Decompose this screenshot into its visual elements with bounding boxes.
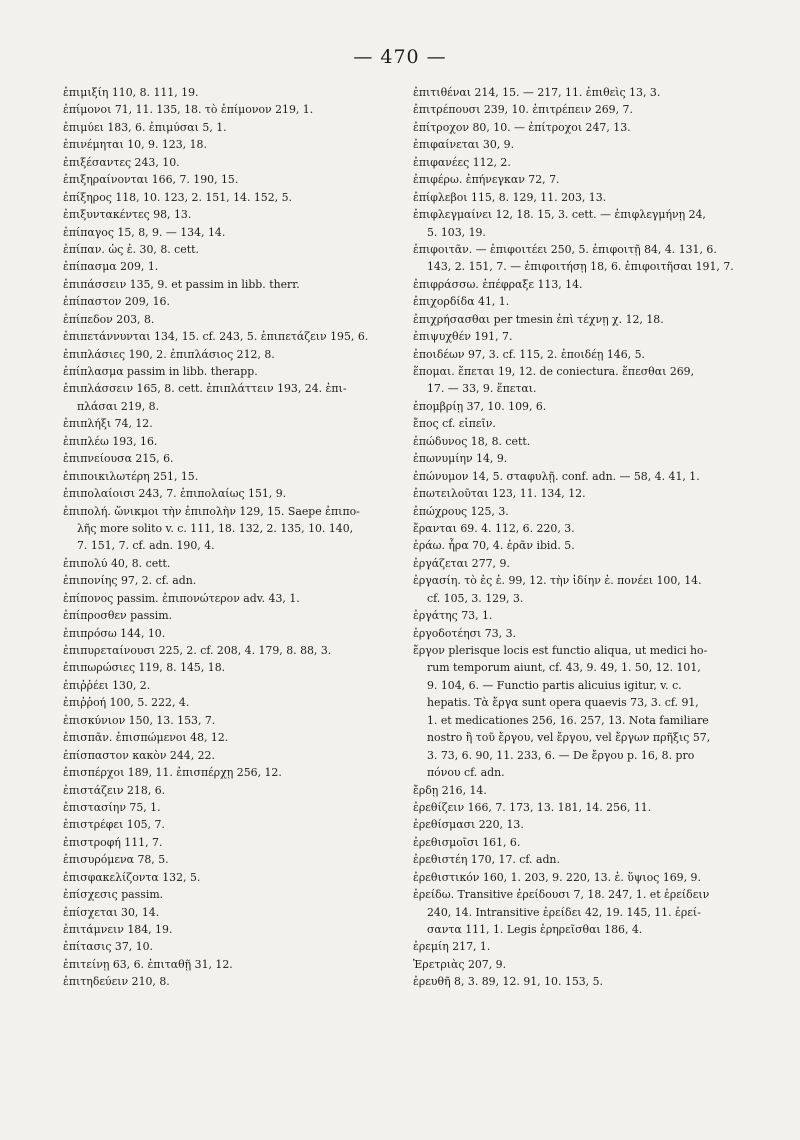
index-entry-line: ἐπίσχεται 30, 14. bbox=[63, 905, 160, 919]
index-entry-line: 1. et medicationes 256, 16. 257, 13. Nota familiare bbox=[427, 713, 709, 727]
index-entry-line: ἐπίπεδον 203, 8. bbox=[63, 312, 155, 326]
index-entry-line: ἐπίξηρος 118, 10. 123, 2. 151, 14. 152, 5. bbox=[63, 190, 292, 204]
index-entry-line: ἐπιτηδεύειν 210, 8. bbox=[63, 975, 170, 989]
index-entry-line: ἐπίφλεβοι 115, 8. 129, 11. 203, 13. bbox=[413, 190, 607, 204]
index-entry-line: 143, 2. 151, 7. — ἐπιφοιτήσῃ 18, 6. ἐπιφοιτῆσαι 191, 7. bbox=[427, 260, 734, 274]
index-entry-line: ἔπος cf. εἰπεῖν. bbox=[413, 417, 496, 431]
index-entry-line: ἐπιστρέφει 105, 7. bbox=[63, 818, 165, 832]
index-entry-line: ἐργάζεται 277, 9. bbox=[413, 556, 510, 570]
index-entry-line: ἐπιχορδίδα 41, 1. bbox=[413, 295, 510, 309]
index-entry-line: ἐπιποικιλωτέρη 251, 15. bbox=[63, 469, 199, 483]
index-entry-line: ἐπίσχεσις passim. bbox=[63, 888, 164, 902]
index-entry-line: ἐπιχρήσασθαι per tmesin ἐπὶ τέχνῃ χ. 12, 18. bbox=[413, 312, 664, 326]
index-entry-line: ἐράω. ἦρα 70, 4. ἐρᾶν ibid. 5. bbox=[413, 539, 575, 553]
index-entry-line: ἐπώχρους 125, 3. bbox=[413, 504, 509, 518]
index-entry-line: 240, 14. Intransitive ἐρείδει 42, 19. 145, 11. ἐρεί- bbox=[427, 905, 701, 919]
index-entry-line: ἐπίσπαστον κακὸν 244, 22. bbox=[63, 748, 215, 762]
index-entry-line: ἐπιῤῥέει 130, 2. bbox=[63, 678, 151, 692]
index-entry-line: ἐπίπλασμα passim in libb. therapp. bbox=[63, 365, 258, 378]
index-entry-line: ἐπιπετάννυνται 134, 15. cf. 243, 5. ἐπιπετάζειν 195, 6. bbox=[63, 330, 369, 344]
index-entry-line: ἐπιφράσσω. ἐπέφραξε 113, 14. bbox=[413, 277, 583, 291]
index-entry-line: ἐπισπᾶν. ἐπισπώμενοι 48, 12. bbox=[63, 731, 229, 745]
index-entry-line: ἐπίπασμα 209, 1. bbox=[63, 260, 159, 274]
index-entry-line: ἐπιμιξίη 110, 8. 111, 19. bbox=[63, 86, 199, 99]
index-entry-line: ἐπιξηραίνονται 166, 7. 190, 15. bbox=[63, 173, 239, 187]
index-entry-line: ἐποιδέων 97, 3. cf. 115, 2. ἐποιδέῃ 146, 5. bbox=[413, 347, 645, 361]
index-entry-line: ἐπιτείνῃ 63, 6. ἐπιταθῇ 31, 12. bbox=[63, 957, 233, 971]
index-entry-line: Ἐρετριὰς 207, 9. bbox=[413, 957, 507, 971]
index-entry-line: ἐπιφλεγμαίνει 12, 18. 15, 3. cett. — ἐπιφλεγμήνῃ 24, bbox=[413, 208, 706, 222]
right-column bbox=[413, 84, 748, 991]
index-entry-line: ἐρευθῆ 8, 3. 89, 12. 91, 10. 153, 5. bbox=[413, 975, 603, 989]
index-entry-line: ἐπιπλήξι 74, 12. bbox=[63, 417, 153, 431]
index-entry-line: ἐπίπονος passim. ἐπιπονώτερον adv. 43, 1. bbox=[63, 591, 300, 605]
index-entry-line: ἐρεθίζειν 166, 7. 173, 13. 181, 14. 256, 11. bbox=[413, 800, 652, 814]
index-entry-line: ἐπίτροχον 80, 10. — ἐπίτροχοι 247, 13. bbox=[413, 120, 631, 134]
index-entry-line: ἐπιφαίνεται 30, 9. bbox=[413, 138, 515, 152]
index-entry-line: ἐπίπροσθεν passim. bbox=[63, 609, 173, 623]
index-entry-line: ἐπιπλάσσειν 165, 8. cett. ἐπιπλάττειν 193, 24. ἐπι- bbox=[63, 382, 347, 396]
index-entry-line: ἐπιστροφή 111, 7. bbox=[63, 835, 163, 849]
index-entry-line: ἐπίτασις 37, 10. bbox=[63, 940, 154, 954]
index-entry-line: ἔργον plerisque locis est functio aliqua, ut medici ho- bbox=[413, 644, 708, 657]
index-entry-line: ἐρεθίσμασι 220, 13. bbox=[413, 818, 524, 832]
index-entry-line: σαντα 111, 1. Legis ἐρηρεῖσθαι 186, 4. bbox=[427, 923, 643, 936]
index-entry-line: 9. 104, 6. — Functio partis alicuius igitur, v. c. bbox=[427, 678, 682, 692]
index-entry-line: ἐπιπολύ 40, 8. cett. bbox=[63, 556, 171, 570]
index-entry-line: hepatis. Τὰ ἔργα sunt opera quaevis 73, 3. cf. 91, bbox=[427, 696, 699, 710]
index-entry-line: ἐπιστάζειν 218, 6. bbox=[63, 783, 166, 797]
index-entry-line: ἐπιψυχθέν 191, 7. bbox=[413, 330, 513, 344]
index-entry-line: ἐρεθισμοῖσι 161, 6. bbox=[413, 835, 521, 849]
index-entry-line: ἐπομβρίῃ 37, 10. 109, 6. bbox=[413, 399, 547, 413]
index-entry-line: ἐπιῤῥοή 100, 5. 222, 4. bbox=[63, 696, 190, 710]
index-entry-line: cf. 105, 3. 129, 3. bbox=[427, 591, 524, 605]
index-entry-line: πόνου cf. adn. bbox=[427, 766, 505, 780]
index-entry-line: ἐπισπέρχοι 189, 11. ἐπισπέρχῃ 256, 12. bbox=[63, 766, 282, 780]
index-entry-line: ἐπώδυνος 18, 8. cett. bbox=[413, 434, 531, 448]
index-entry-line: ἐπίπαστον 209, 16. bbox=[63, 295, 170, 309]
index-entry-line: nostro ἢ τοῦ ἔργου, vel ἔργου, vel ἔργων πρῆξις 57, bbox=[427, 731, 711, 745]
index-entry-line: ἐπιπνείουσα 215, 6. bbox=[63, 452, 174, 466]
index-entry-line: ἐπιτρέπουσι 239, 10. ἐπιτρέπειν 269, 7. bbox=[413, 103, 633, 117]
index-entry-line: rum temporum aiunt, cf. 43, 9. 49, 1. 50, 12. 101, bbox=[427, 661, 701, 675]
index-entry-line: ἐπωνυμίην 14, 9. bbox=[413, 452, 508, 466]
index-entry-line: ἐπιπολή. ὥνικμοι τὴν ἐπιπολὴν 129, 15. Saepe ἐπιπο- bbox=[63, 504, 360, 518]
index-entry-line: ἐπιξέσαντες 243, 10. bbox=[63, 155, 180, 169]
index-entry-line: ἔρανται 69. 4. 112, 6. 220, 3. bbox=[413, 521, 575, 535]
index-entry-line: πλάσαι 219, 8. bbox=[77, 399, 160, 413]
index-entry-line: 17. — 33, 9. ἕπεται. bbox=[427, 382, 537, 396]
index-entry-line: ἐρεθιστέη 170, 17. cf. adn. bbox=[413, 853, 560, 867]
index-entry-line: ἐργάτης 73, 1. bbox=[413, 609, 493, 623]
index-entry-line: ἐπιπολαίοισι 243, 7. ἐπιπολαίως 151, 9. bbox=[63, 487, 287, 501]
index-entry-line: ἐπιφανέες 112, 2. bbox=[413, 155, 511, 169]
index-entry-line: ἐρείδω. Transitive ἐρείδουσι 7, 18. 247, 1. et ἐρείδειν bbox=[413, 888, 710, 902]
index-entry-line: ἐπισκύνιον 150, 13. 153, 7. bbox=[63, 713, 216, 727]
index-entry-line: ἐπώνυμον 14, 5. σταφυλῇ. conf. adn. — 58, 4. 41, 1. bbox=[413, 469, 700, 483]
index-entry-line: ἐπινέμηται 10, 9. 123, 18. bbox=[63, 138, 207, 152]
index-entry-line: ἐπιμύει 183, 6. ἐπιμύσαι 5, 1. bbox=[63, 120, 227, 134]
index-entry-line: ἐπιτάμνειν 184, 19. bbox=[63, 923, 173, 936]
index-entry-line: 3. 73, 6. 90, 11. 233, 6. — De ἔργου p. 16, 8. pro bbox=[427, 748, 695, 762]
left-column bbox=[63, 84, 413, 991]
index-entry-line: λῆς more solito v. c. 111, 18. 132, 2. 135, 10. 140, bbox=[77, 521, 354, 535]
index-entry-line: ἐπιστασίην 75, 1. bbox=[63, 800, 161, 814]
index-entry-line: ἔρδῃ 216, 14. bbox=[413, 783, 487, 797]
index-entry-line: ἐπιπρόσω 144, 10. bbox=[63, 626, 166, 640]
index-entry-line: ἐπισφακελίζοντα 132, 5. bbox=[63, 870, 201, 884]
index-entry-line: 7. 151, 7. cf. adn. 190, 4. bbox=[77, 539, 215, 553]
index-entry-line: ἐρεθιστικόν 160, 1. 203, 9. 220, 13. ἐ. ὕψιος 169, 9. bbox=[413, 870, 701, 884]
index-entry-line: ἐπιπονίης 97, 2. cf. adn. bbox=[63, 574, 197, 588]
index-entry-line: ἐπιπλάσιες 190, 2. ἐπιπλάσιος 212, 8. bbox=[63, 347, 275, 361]
index-entry-line: ἐπωτειλοῦται 123, 11. 134, 12. bbox=[413, 487, 586, 501]
index-entry-line: ἐπιφέρω. ἐπήνεγκαν 72, 7. bbox=[413, 173, 560, 187]
index-entry-line: ἐρεμίη 217, 1. bbox=[413, 940, 491, 954]
index-entry-line: ἐπίπαγος 15, 8, 9. — 134, 14. bbox=[63, 225, 226, 239]
index-entry-line: ἐπίπαν. ὡς ἐ. 30, 8. cett. bbox=[63, 242, 199, 256]
index-entry-line: ἕπομαι. ἕπεται 19, 12. de coniectura. ἕπεσθαι 269, bbox=[413, 365, 695, 378]
index-entry-line: ἐπιπωρώσιες 119, 8. 145, 18. bbox=[63, 661, 226, 675]
index-entry-line: ἐπιξυντακέντες 98, 13. bbox=[63, 208, 192, 222]
index-entry-line: ἐπιπυρεταίνουσι 225, 2. cf. 208, 4. 179, 8. 88, 3. bbox=[63, 644, 332, 657]
index-entry-line: ἐπιπλέω 193, 16. bbox=[63, 434, 158, 448]
index-entry-line: 5. 103, 19. bbox=[427, 225, 486, 239]
index-entry-line: ἐπισυρόμενα 78, 5. bbox=[63, 853, 169, 867]
index-entry-line: ἐπιτιθέναι 214, 15. — 217, 11. ἐπιθεὶς 13, 3. bbox=[413, 86, 661, 99]
index-entry-line: ἐπίμονοι 71, 11. 135, 18. τὸ ἐπίμονον 219, 1. bbox=[63, 103, 314, 117]
index-entry-line: ἐργοδοτέησι 73, 3. bbox=[413, 626, 516, 640]
index-entry-line: ἐπιπάσσειν 135, 9. et passim in libb. therr. bbox=[63, 277, 300, 291]
index-entry-line: ἐργασίη. τὸ ἐς ἐ. 99, 12. τὴν ἰδίην ἐ. πονέει 100, 14. bbox=[413, 574, 702, 588]
page-number: — 470 — bbox=[353, 46, 447, 68]
index-entry-line: ἐπιφοιτᾶν. — ἐπιφοιτέει 250, 5. ἐπιφοιτῇ 84, 4. 131, 6. bbox=[413, 242, 717, 256]
